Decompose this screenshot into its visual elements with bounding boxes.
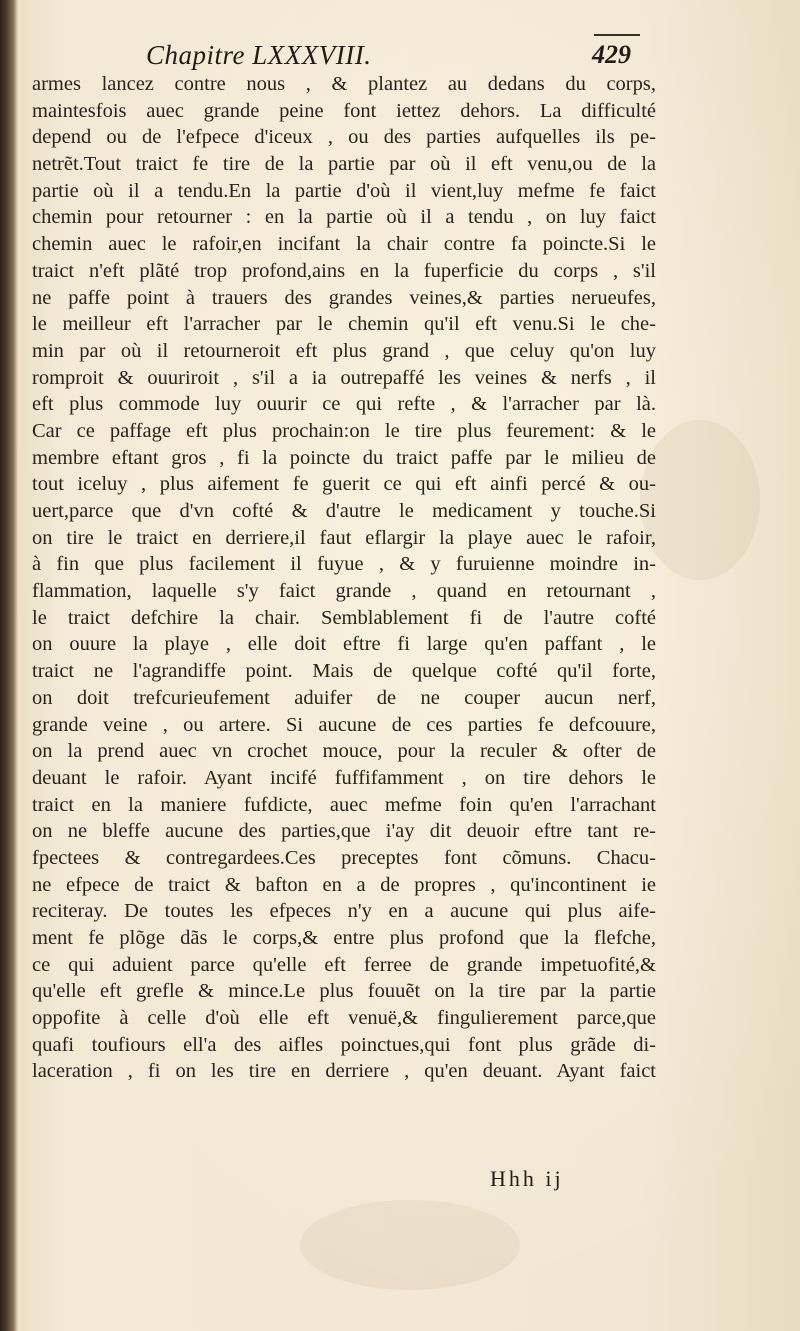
text-line: tout iceluy , plus aifement fe guerit ce qui eft ainfi percé & ou-	[32, 473, 656, 496]
text-line: on tire le traict en derriere,il faut eflargir la playe auec le rafoir,	[32, 526, 656, 549]
text-line: le meilleur eft l'arracher par le chemin qu'il eft venu.Si le che-	[32, 313, 656, 336]
page-number: 429	[592, 40, 631, 69]
paper-stain	[300, 1200, 520, 1290]
text-line: romproit & ouuriroit , s'il a ia outrepaffé les veines & nerfs , il	[32, 366, 656, 389]
text-line: traict ne l'agrandiffe point. Mais de quelque cofté qu'il forte,	[32, 660, 656, 683]
text-line: on doit trefcurieufement aduifer de ne couper aucun nerf,	[32, 686, 656, 709]
text-line: ne paffe point à trauers des grandes veines,& parties nerueufes,	[32, 286, 656, 309]
body-text	[32, 71, 656, 1085]
text-line: quafi toufiours ell'a des aifles poinctues,qui font plus grãde di-	[32, 1033, 656, 1056]
text-line: on ouure la playe , elle doit eftre fi large qu'en paffant , le	[32, 633, 656, 656]
text-line: on ne bleffe aucune des parties,que i'ay dit deuoir eftre tant re-	[32, 820, 656, 843]
text-line: on la prend auec vn crochet mouce, pour la reculer & ofter de	[32, 740, 656, 763]
text-line: ce qui aduient parce qu'elle eft ferree de grande impetuofité,&	[32, 953, 656, 976]
text-line: ment fe plõge dãs le corps,& entre plus profond que la flefche,	[32, 927, 656, 949]
paper-stain	[640, 420, 760, 580]
text-line: à fin que plus facilement il fuyue , & y furuienne moindre in-	[32, 553, 656, 576]
text-line: deuant le rafoir. Ayant incifé fuffifamment , on tire dehors le	[32, 766, 656, 789]
text-line: min par où il retourneroit eft plus grand , que celuy qu'on luy	[32, 339, 656, 362]
text-line: reciteray. De toutes les efpeces n'y en a aucune qui plus aife-	[32, 900, 656, 923]
text-line: chemin pour retourner : en la partie où il a tendu , on luy faict	[32, 206, 656, 229]
text-line: uert,parce que d'vn cofté & d'autre le medicament y touche.Si	[32, 500, 656, 522]
text-line: laceration , fi on les tire en derriere , qu'en deuant. Ayant faict	[32, 1060, 656, 1083]
text-line: chemin auec le rafoir,en incifant la chair contre fa poincte.Si le	[32, 233, 656, 256]
text-line: traict en la maniere fufdicte, auec mefme foin qu'en l'arrachant	[32, 793, 656, 816]
text-line: fpectees & contregardees.Ces preceptes font cõmuns. Chacu-	[32, 846, 656, 869]
text-line: depend ou de l'efpece d'iceux , ou des parties aufquelles ils pe-	[32, 126, 656, 149]
text-line: le traict defchire la chair. Semblablement fi de l'autre cofté	[32, 606, 656, 629]
text-line: partie où il a tendu.En la partie d'où il vient,luy mefme fe faict	[32, 179, 656, 202]
text-line: membre eftant gros , fi la poincte du traict paffe par le milieu de	[32, 446, 656, 469]
text-line: ne efpece de traict & bafton en a de propres , qu'incontinent ie	[32, 873, 656, 896]
text-line: qu'elle eft grefle & mince.Le plus fouuẽt on la tire par la partie	[32, 980, 656, 1003]
text-line: flammation, laquelle s'y faict grande , quand en retournant ,	[32, 580, 656, 603]
text-line: netrẽt.Tout traict fe tire de la partie par où il eft venu,ou de la	[32, 153, 656, 176]
text-line: maintesfois auec grande peine font iettez dehors. La difficulté	[32, 99, 656, 122]
text-line: Car ce paffage eft plus prochain:on le tire plus feurement: & le	[32, 419, 656, 442]
text-line: traict n'eft plãté trop profond,ains en la fuperficie du corps , s'il	[32, 259, 656, 282]
running-head: Chapitre LXXXVIII.	[146, 40, 372, 70]
text-line: armes lancez contre nous , & plantez au dedans du corps,	[32, 73, 656, 95]
text-line: grande veine , ou artere. Si aucune de ces parties fe defcouure,	[32, 713, 656, 736]
signature-mark: Hhh ij	[490, 1166, 564, 1191]
text-line: oppofite à celle d'où elle eft venuë,& fingulierement parce,que	[32, 1007, 656, 1030]
binding-gutter	[0, 0, 18, 1331]
text-line: eft plus commode luy ouurir ce qui refte , & l'arracher par là.	[32, 393, 656, 416]
